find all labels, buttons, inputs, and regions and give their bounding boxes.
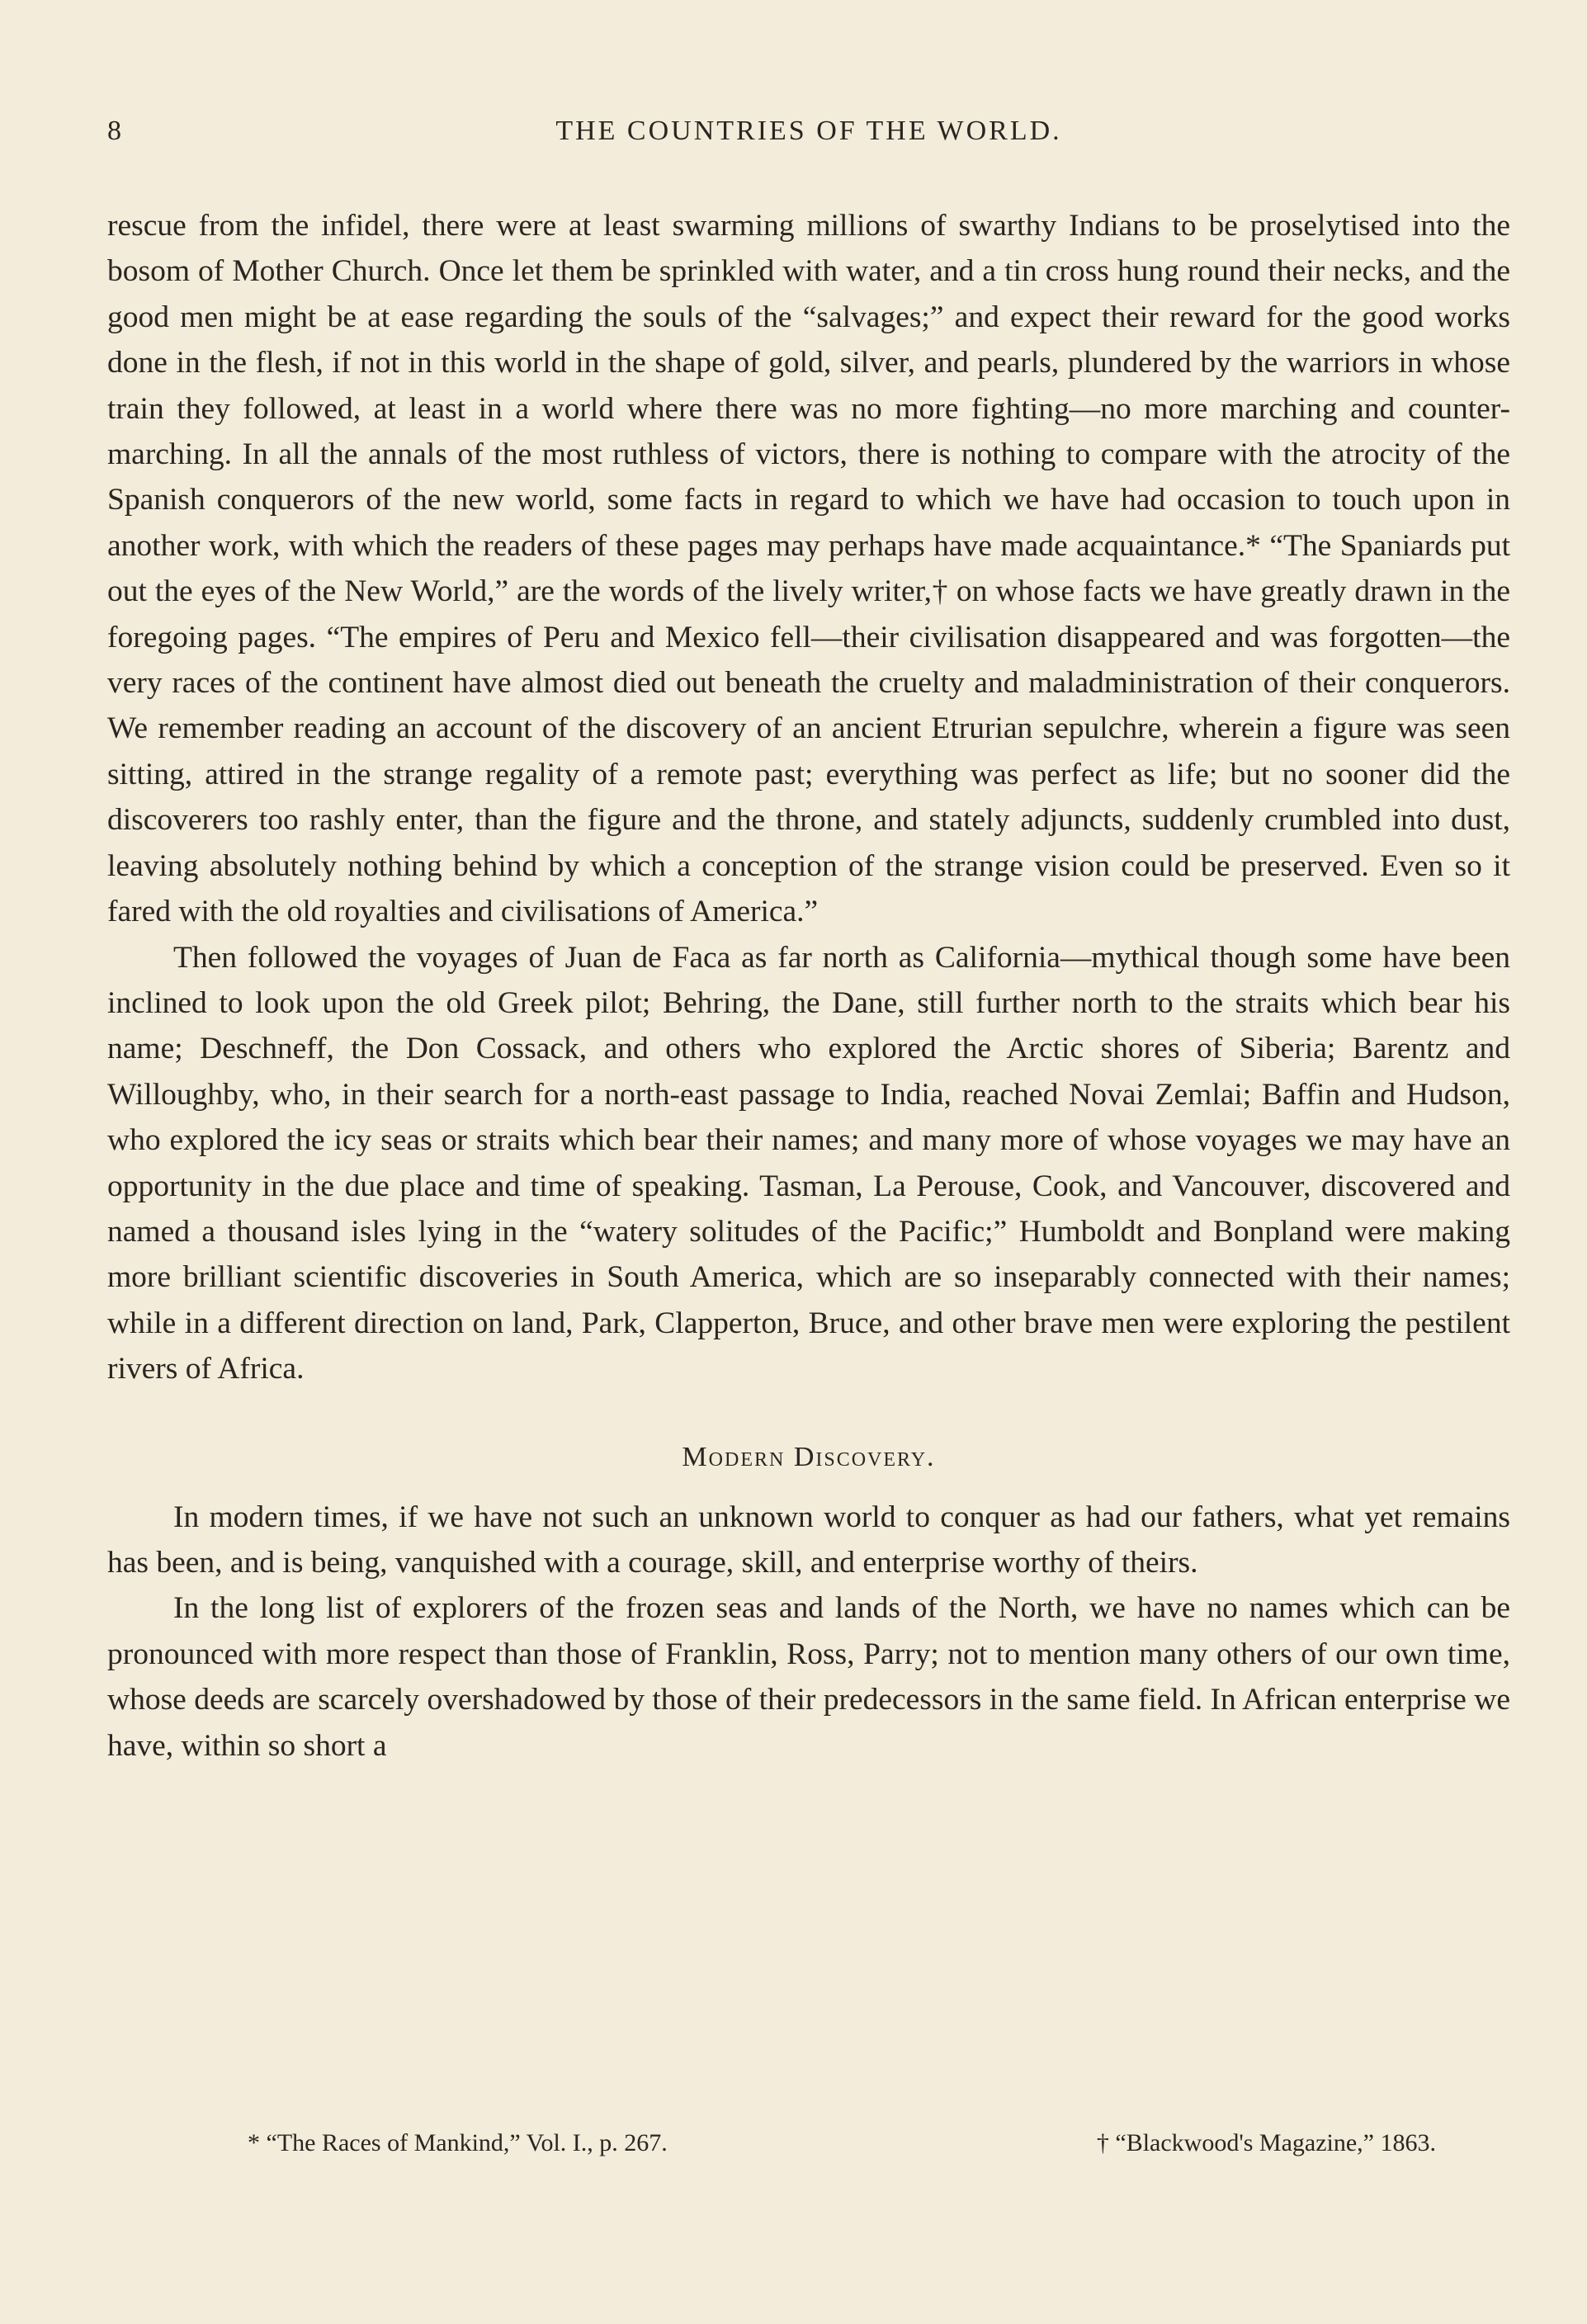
paragraph-voyages: Then followed the voyages of Juan de Faca as far north as California—mythical though some have been inclined to look upon the old Greek pilot; Behring, the Dane, still further north to the straits which bear his name; Deschneff, the Don Cossack, and others who explored the Arctic shores of Siberia; Barentz and Willoughby, who, in their search for a north-east passage to India, reached Novai Zemlai; Baffin and Hudson, who explored the icy seas or straits which bear their names; and many more of whose voyages we may have an opportunity in the due place and time of speaking. Tasman, La Perouse, Cook, and Vancouver, discovered and named a thousand isles lying in the “watery solitudes of the Pacific;” Humboldt and Bonpland were making more brilliant scientific discoveries in South America, which are so inseparably connected with their names; while in a different direction on land, Park, Clapperton, Bruce, and other brave men were exploring the pestilent rivers of Africa.	[107, 940, 1510, 1386]
footnotes	[248, 2129, 1436, 2157]
running-title: THE COUNTRIES OF THE WORLD.	[555, 116, 1062, 146]
section-heading: Modern Discovery.	[682, 1441, 936, 1472]
page-number: 8	[107, 116, 123, 146]
book-page	[107, 116, 1510, 2278]
footnote-blackwoods: † “Blackwood's Magazine,” 1863.	[1096, 2129, 1436, 2156]
running-head	[107, 116, 1510, 165]
body-text	[107, 203, 1510, 1769]
footnote-races-of-mankind: * “The Races of Mankind,” Vol. I., p. 267.	[248, 2129, 668, 2156]
paragraph-explorers: In the long list of explorers of the frozen seas and lands of the North, we have no names which can be pronounced with more respect than those of Franklin, Ross, Parry; not to mention many others of our own time, whose deeds are scarcely overshadowed by those of their predecessors in the same field. In African enterprise we have, within so short a	[107, 1591, 1510, 1763]
paragraph-continued: rescue from the infidel, there were at least swarming millions of swarthy Indians to be proselytised into the bosom of Mother Church. Once let them be sprinkled with water, and a tin cross hung round their necks, and the good men might be at ease regarding the souls of the “salvages;” and expect their reward for the good works done in the flesh, if not in this world in the shape of gold, silver, and pearls, plundered by the warriors in whose train they followed, at least in a world where there was no more fighting—no more marching and counter-marching. In all the annals of the most ruthless of victors, there is nothing to compare with the atrocity of the Spanish conquerors of the new world, some facts in regard to which we have had occasion to touch upon in another work, with which the readers of these pages may perhaps have made acquaintance.* “The Spaniards put out the eyes of the New World,” are the words of the lively writer,† on whose facts we have greatly drawn in the foregoing pages. “The empires of Peru and Mexico fell—their civilisation disappeared and was forgotten—the very races of the continent have almost died out beneath the cruelty and maladministration of their conquerors. We remember reading an account of the discovery of an ancient Etrurian sepulchre, wherein a figure was seen sitting, attired in the strange regality of a remote past; everything was perfect as life; but no sooner did the discoverers too rashly enter, than the figure and the throne, and stately adjuncts, suddenly crumbled into dust, leaving absolutely nothing behind by which a conception of the strange vision could be preserved. Even so it fared with the old royalties and civilisations of America.”	[107, 209, 1510, 929]
paragraph-modern-times: In modern times, if we have not such an unknown world to conquer as had our fathers, what yet remains has been, and is being, vanquished with a courage, skill, and enterprise worthy of theirs.	[107, 1500, 1510, 1580]
